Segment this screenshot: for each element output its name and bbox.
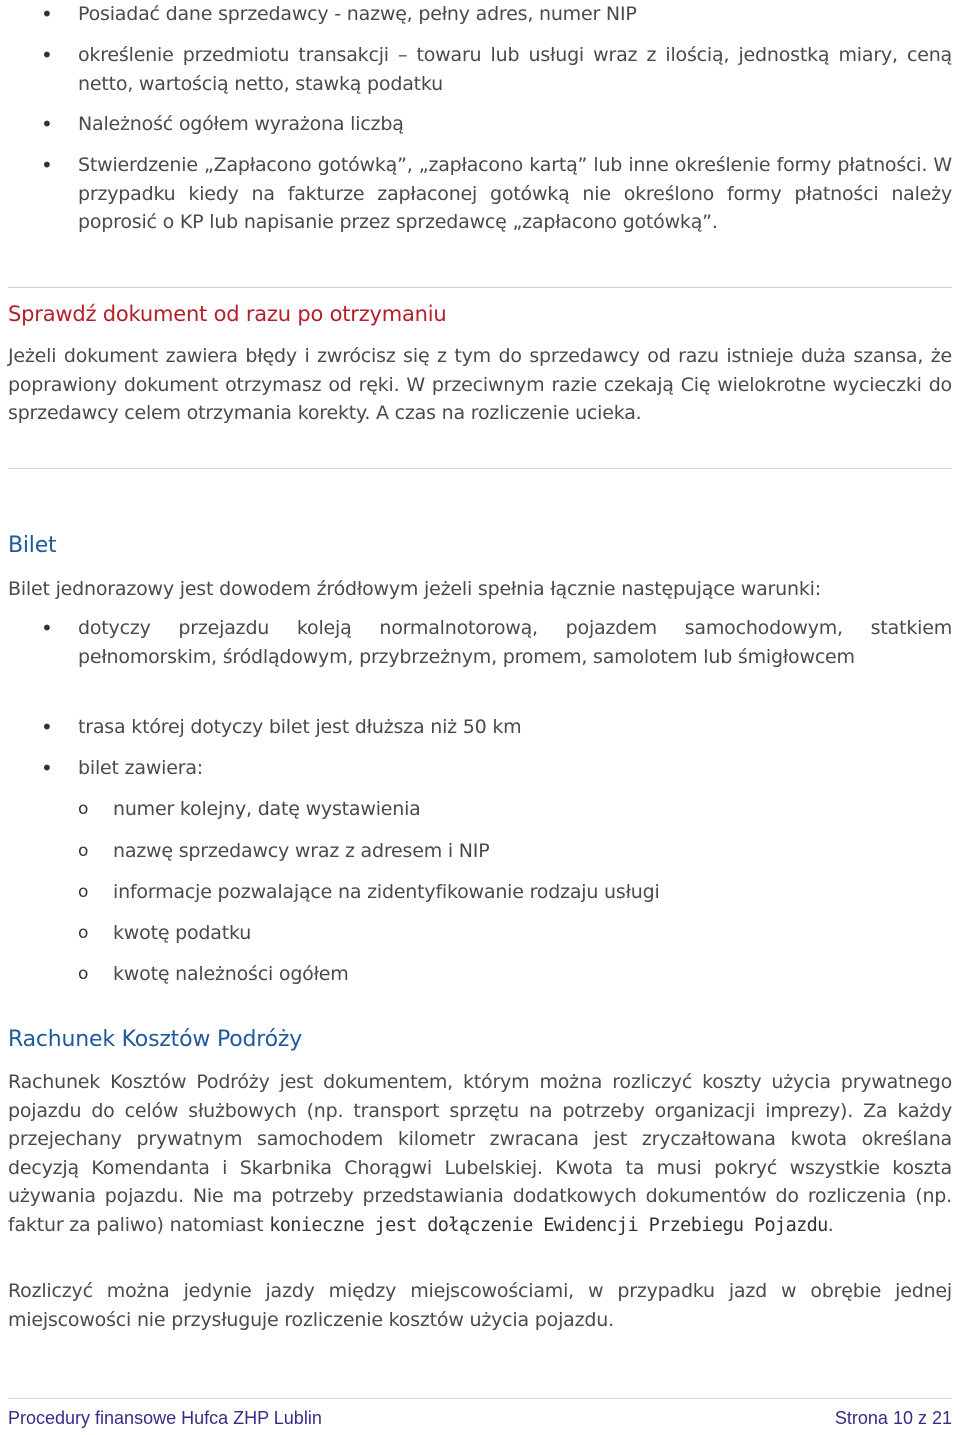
- list-item: • trasa której dotyczy bilet jest dłuższa niż 50 km: [41, 715, 522, 739]
- circle-bullet-icon: o: [78, 964, 89, 984]
- page-number: Strona 10 z 21: [834, 1408, 952, 1428]
- list-item: • Należność ogółem wyrażona liczbą: [41, 112, 404, 136]
- list-item: • określenie przedmiotu transakcji – towaru lub usługi wraz z ilością, jednostką miary, ceną netto, wartością netto, stawką podatku: [41, 43, 952, 95]
- sub-list-item: o kwotę podatku: [8, 919, 952, 947]
- list-item: • Stwierdzenie „Zapłacono gotówką”, „zapłacono kartą” lub inne określenie formy płatności. W przypadku kiedy na fakturze zapłaconej gotówką nie określono formy płatności należy poprosić o KP lub napisanie przez sprzedawcę „zapłacono gotówką”.: [41, 153, 952, 233]
- section-divider: [8, 468, 952, 469]
- bullet-icon: •: [41, 756, 53, 780]
- section-heading-rkp: Rachunek Kosztów Podróży: [8, 1027, 303, 1052]
- list-item: • dotyczy przejazdu koleją normalnotorową, pojazdem samochodowym, statkiem pełnomorskim, śródlądowym, przybrzeżnym, promem, samolotem lub śmigłowcem: [41, 616, 952, 668]
- check-paragraph: Jeżeli dokument zawiera błędy i zwrócisz się z tym do sprzedawcy od razu istnieje duża szansa, że poprawiony dokument otrzymasz od ręki. W przeciwnym razie czekają Cię wielokrotne wycieczki do sprzedawcy celem otrzymania korekty. A czas na rozliczenie ucieka.: [8, 345, 952, 424]
- sub-list-item: o informacje pozwalające na zidentyfikowanie rodzaju usługi: [8, 878, 952, 906]
- list-item: • bilet zawiera:: [41, 756, 203, 780]
- circle-bullet-icon: o: [78, 882, 89, 902]
- bullet-icon: •: [41, 153, 53, 177]
- rkp-paragraph-2: Rozliczyć można jedynie jazdy między miejscowościami, w przypadku jazd w obrębie jednej miejscowości nie przysługuje rozliczenie kosztów użycia pojazdu.: [8, 1280, 952, 1331]
- bilet-intro: Bilet jednorazowy jest dowodem źródłowym jeżeli spełnia łącznie następujące warunki:: [8, 578, 821, 600]
- bullet-icon: •: [41, 43, 53, 67]
- circle-bullet-icon: o: [78, 923, 89, 943]
- bullet-icon: •: [41, 616, 53, 640]
- bullet-icon: •: [41, 2, 53, 26]
- section-heading-check: Sprawdź dokument od razu po otrzymaniu: [8, 302, 447, 326]
- section-divider: [8, 287, 952, 288]
- sub-list-item: o kwotę należności ogółem: [8, 960, 952, 988]
- bullet-icon: •: [41, 112, 53, 136]
- footer-divider: [8, 1398, 952, 1399]
- list-item: • Posiadać dane sprzedawcy - nazwę, pełny adres, numer NIP: [41, 2, 637, 26]
- circle-bullet-icon: o: [78, 841, 89, 861]
- sub-list-item: o numer kolejny, datę wystawienia: [8, 795, 952, 823]
- highlight-text: konieczne jest dołączenie Ewidencji Przebiegu Pojazdu: [269, 1214, 828, 1236]
- bullet-icon: •: [41, 715, 53, 739]
- footer-title: Procedury finansowe Hufca ZHP Lublin: [8, 1408, 322, 1428]
- circle-bullet-icon: o: [78, 799, 89, 819]
- sub-list-item: o nazwę sprzedawcy wraz z adresem i NIP: [8, 837, 952, 865]
- section-heading-bilet: Bilet: [8, 533, 57, 558]
- rkp-paragraph-1: Rachunek Kosztów Podróży jest dokumentem, którym można rozliczyć koszty użycia prywatnego pojazdu do celów służbowych (np. transport sprzętu na potrzeby organizacji imprezy). Za każdy przejechany prywatnym samochodem kilometr zwracana jest zryczałtowana kwota określana decyzją Komendanta i Skarbnika Chorągwi Lubelskiej. Kwota ta musi pokryć wszystkie koszta używania pojazdu. Nie ma potrzeby przedstawiania dodatkowych dokumentów do rozliczenia (np. faktur za paliwo) natomiast konieczne jest dołączenie Ewidencji Przebiegu Pojazdu.: [8, 1071, 952, 1236]
